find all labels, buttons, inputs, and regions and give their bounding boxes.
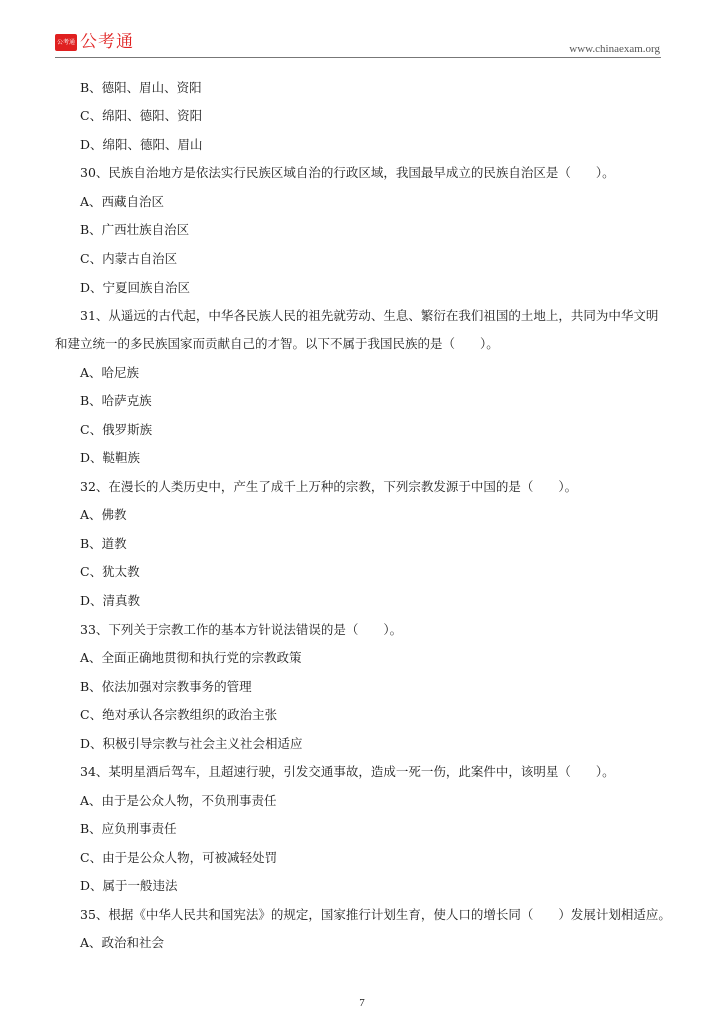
- option-line: A、由于是公众人物，不负刑事责任: [80, 793, 277, 808]
- option-line: C、绵阳、德阳、资阳: [80, 108, 203, 123]
- option-line: B、哈萨克族: [80, 393, 152, 408]
- option-line: C、内蒙古自治区: [80, 251, 178, 266]
- option-line: D、积极引导宗教与社会主义社会相适应: [80, 736, 303, 751]
- option-line: D、绵阳、德阳、眉山: [80, 137, 203, 152]
- option-line: B、广西壮族自治区: [80, 222, 190, 237]
- option-line: A、政治和社会: [80, 935, 165, 950]
- option-line: C、犹太教: [80, 564, 140, 579]
- option-line: B、德阳、眉山、资阳: [80, 80, 202, 95]
- question-line: 35、根据《中华人民共和国宪法》的规定，国家推行计划生育，使人口的增长同（ ）发展计划相适应。: [80, 907, 671, 922]
- logo-text: 公考通: [80, 32, 134, 52]
- question-line: 32、在漫长的人类历史中，产生了成千上万种的宗教，下列宗教发源于中国的是（ ）。: [80, 479, 578, 494]
- option-line: B、道教: [80, 536, 127, 551]
- option-line: D、宁夏回族自治区: [80, 280, 191, 295]
- logo-badge: 公考通: [55, 34, 77, 51]
- option-line: A、佛教: [80, 507, 127, 522]
- option-line: D、属于一般违法: [80, 878, 178, 893]
- question-line: 和建立统一的多民族国家而贡献自己的才智。以下不属于我国民族的是（ ）。: [55, 336, 499, 351]
- site-url: www.chinaexam.org: [569, 43, 660, 55]
- option-line: C、俄罗斯族: [80, 422, 153, 437]
- option-line: C、绝对承认各宗教组织的政治主张: [80, 707, 278, 722]
- option-line: D、清真教: [80, 593, 141, 608]
- option-line: A、全面正确地贯彻和执行党的宗教政策: [80, 650, 302, 665]
- option-line: A、西藏自治区: [80, 194, 165, 209]
- question-line: 34、某明星酒后驾车，且超速行驶，引发交通事故，造成一死一伤，此案件中，该明星（ ）。: [80, 764, 615, 779]
- question-line: 31、从遥远的古代起，中华各民族人民的祖先就劳动、生息、繁衍在我们祖国的土地上，共同为中华文明: [80, 308, 659, 323]
- question-line: 30、民族自治地方是依法实行民族区域自治的行政区域，我国最早成立的民族自治区是（ ）。: [80, 165, 615, 180]
- page-header: [0, 0, 724, 60]
- option-line: A、哈尼族: [80, 365, 140, 380]
- option-line: C、由于是公众人物，可被减轻处罚: [80, 850, 278, 865]
- option-line: B、依法加强对宗教事务的管理: [80, 679, 252, 694]
- header-divider: [55, 57, 661, 58]
- question-line: 33、下列关于宗教工作的基本方针说法错误的是（ ）。: [80, 622, 403, 637]
- page-number: 7: [359, 997, 365, 1009]
- option-line: D、鞑靼族: [80, 450, 141, 465]
- option-line: B、应负刑事责任: [80, 821, 177, 836]
